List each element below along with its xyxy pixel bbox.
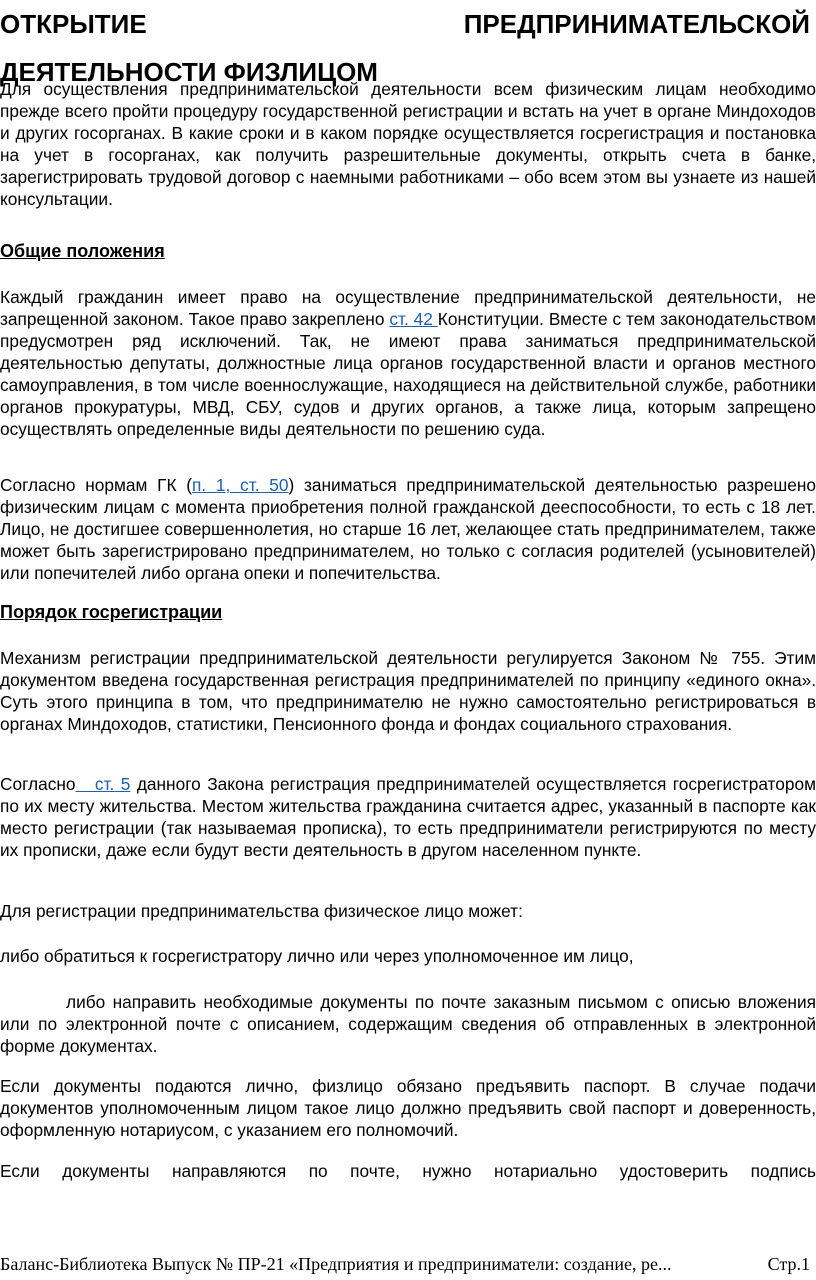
registration-paragraph-4: Если документы подаются лично, физлицо обязано предъявить паспорт. В случае подачи документов уполномоченным лицом такое лицо должно предъявить свой паспорт и доверенность, оформленную нотариусом, с указанием его полномочий. [0,1076,816,1140]
text-span: Каждый гражданин имеет право на осуществление предпринимательской деятельности, не запрещенной законом. Такое право закреплено [0,287,816,329]
registration-paragraph-5: Если документы направляются по почте, нужно нотариально удостоверить подпись [0,1161,816,1181]
text-span: Конституции. Вместе с тем законодательством предусмотрен ряд исключений. Так, не имеют права заниматься предпринимательской деятельностью депутаты, должностные лица органов государственной власти и органов местного самоуправления, в том числе военнослужащие, находящиеся на действительной службе, работники органов прокуратуры, МВД, СБУ, судов и других органов, а также лица, которым запрещено осуществлять определенные виды деятельности по решению суда. [0,309,816,439]
page-number: Стр.1 [767,1254,810,1274]
general-paragraph-2 [0,474,816,584]
registration-option-1: либо обратиться к госрегистратору лично или через уполномоченное им лицо, [0,946,634,966]
registration-paragraph-3: Для регистрации предпринимательства физическое лицо может: [0,901,523,921]
title-line-2: ДЕЯТЕЛЬНОСТИ ФИЗЛИЦОМ [0,57,378,87]
section-heading-general: Общие положения [0,241,165,261]
text-span: ) заниматься предпринимательской деятельностью разрешено физическим лицам с момента приобретения полной гражданской дееспособности, то есть с 18 лет. Лицо, не достигшее совершеннолетия, но старше 16 лет, желающее стать предпринимателем, также может быть зарегистрировано предпринимателем, но только с согласия родителей (усыновителей) или попечителей либо органа опеки и попечительства. [0,475,816,583]
page-footer [0,1253,810,1275]
registration-option-2: либо направить необходимые документы по почте заказным письмом с описью вложения или по электронной почте с описанием, содержащим сведения об отправленных в электронной форме документах. [0,992,816,1056]
registration-paragraph-2 [0,773,816,861]
text-span: Согласно [0,774,76,794]
title-word-1: ОТКРЫТИЕ [0,9,147,39]
civil-code-article-link[interactable]: п. 1, ст. 50 [192,475,289,495]
text-span: данного Закона регистрация предпринимателей осуществляется госрегистратором по их месту жительства. Местом жительства гражданина считается адрес, указанный в паспорте как место регистрации (так называемая прописка), то есть предприниматели регистрируются по месту их прописки, даже если будут вести деятельность в другом населенном пункте. [0,774,816,860]
registration-paragraph-1: Механизм регистрации предпринимательской деятельности регулируется Законом № 755. Этим документом введена государственная регистрация предпринимателей по принципу «единого окна». Суть этого принципа в том, что предпринимателю не нужно самостоятельно регистрироваться в органах Миндоходов, статистики, Пенсионного фонда и фондах социального страхования. [0,648,816,734]
intro-paragraph: Для осуществления предпринимательской деятельности всем физическим лицам необходимо прежде всего пройти процедуру государственной регистрации и встать на учет в органе Миндоходов и других госорганах. В какие сроки и в каком порядке осуществляется госрегистрация и постановка на учет в госорганах, как получить разрешительные документы, открыть счета в банке, зарегистрировать трудовой договор с наемными работниками – обо всем этом вы узнаете из нашей консультации. [0,79,816,209]
title-word-2: ПРЕДПРИНИМАТЕЛЬСКОЙ [463,9,810,39]
text-span: Согласно нормам ГК ( [0,475,193,495]
section-heading-registration: Порядок госрегистрации [0,602,223,622]
constitution-article-link[interactable]: ст. 42 [389,309,438,329]
law-article-link[interactable]: ст. 5 [75,774,131,794]
footer-source: Баланс-Библиотека Выпуск № ПР-21 «Предприятия и предприниматели: создание, ре... [0,1254,672,1274]
general-paragraph-1 [0,286,816,440]
